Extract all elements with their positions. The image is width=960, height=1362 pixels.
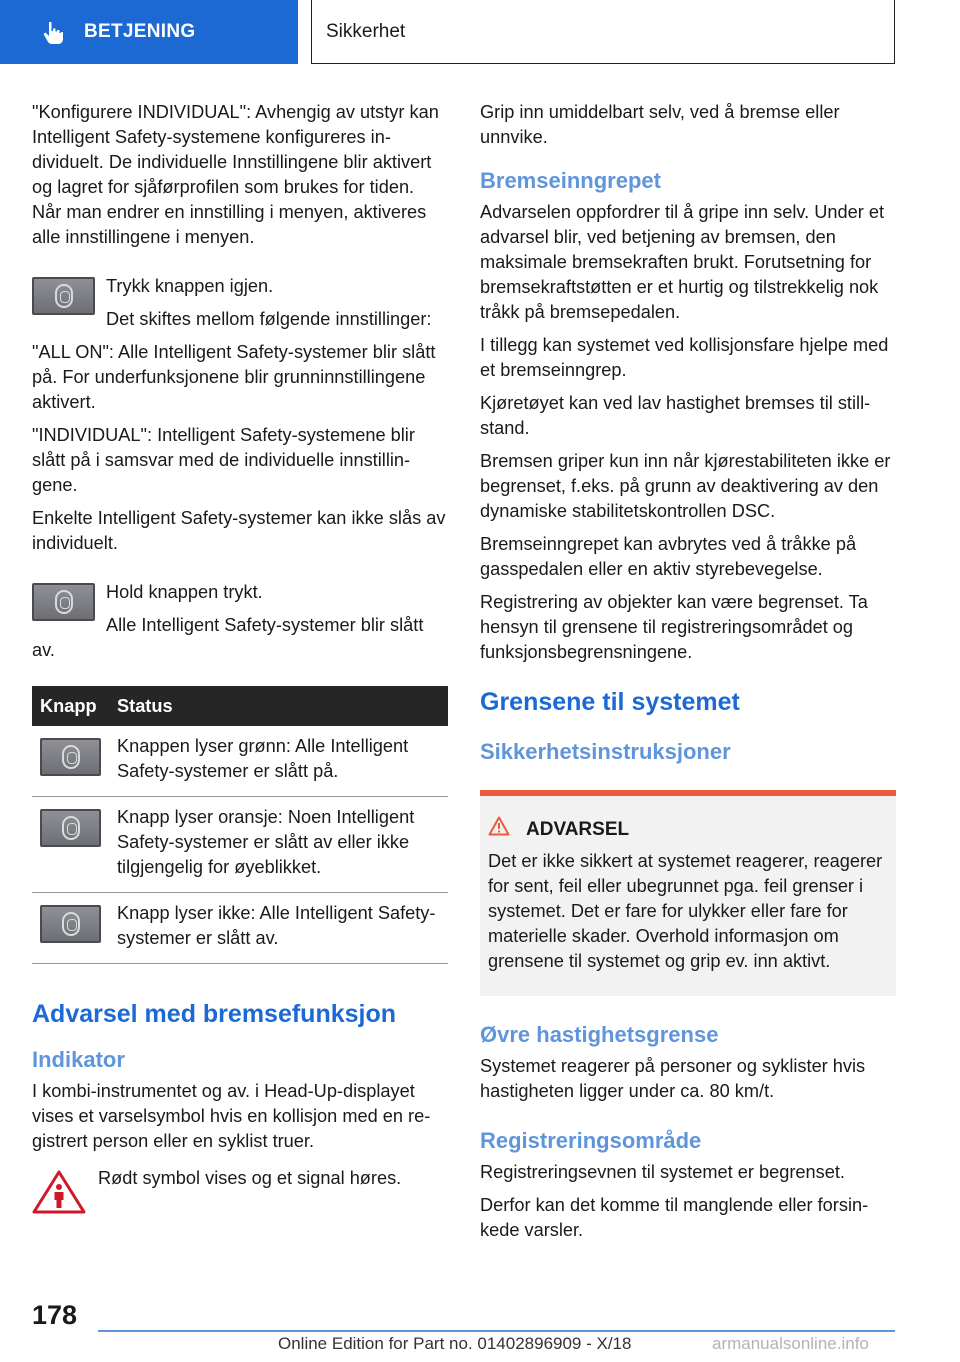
switch-settings-text: Det skiftes mellom følgende innstillinger: [106, 309, 432, 329]
intervene-text: Grip inn umiddelbart selv, ved å bremse eller unnvike. [480, 102, 840, 147]
brake-paragraph: Registrering av objekter kan være begrenset. Ta hensyn til grensene til registreringsområdet og funksjonsbegrensningene. [480, 592, 868, 662]
table-header-row [32, 686, 448, 726]
brake-paragraph: Advarselen oppfordrer til å gripe inn selv. Under et advarsel blir, ved betjening av bremsen, den maksimale bremsekraften brukt. Forutsetning for bremsekraftstøtten er et hurtig og tilstrekkelig nok tråkk på bremsepedalen. [480, 202, 885, 322]
brake-paragraph: Kjøretøyet kan ved lav hastighet bremses til stillstand. [480, 393, 871, 438]
range-paragraph: Registreringsevnen til systemet er begrenset. [480, 1162, 845, 1182]
status-cell: Knappen lyser grønn: Alle Intelligent Safety-systemer er slått på. [109, 726, 448, 797]
red-symbol-block [32, 1166, 448, 1216]
warning-title-row [488, 816, 888, 843]
left-column [32, 100, 448, 1216]
brake-paragraph: Bremsen griper kun inn når kjørestabiliteten ikke er begrenset, f.eks. på grunn av deaktivering av den dynamiske stabilitetskontrollen DSC. [480, 451, 891, 521]
chapter-label: BETJENING [84, 21, 196, 42]
brake-paragraph: Bremseinngrepet kan avbrytes ved å tråkke på gasspedalen eller en aktiv styrebevegelse. [480, 534, 857, 579]
heading-indicator: Indikator [32, 1047, 125, 1072]
range-paragraph: Derfor kan det komme til manglende eller forsinkede varsler. [480, 1195, 869, 1240]
press-again-text: Trykk knappen igjen. [106, 276, 274, 296]
all-off-text: Alle Intelligent Safety-systemer blir slått av. [32, 615, 424, 660]
intro-paragraph: "Konfigurere INDIVIDUAL": Avhengig av utstyr kan Intelligent Safety-systemene konfigureres individuelt. De individuelle Innstillingene blir aktivert og lagret for sjåførprofilen som brukes for tiden. Når man endrer en innstilling i menyen, aktiveres alle innstillingene i menyen. [32, 102, 439, 247]
heading-upper-speed-limit: Øvre hastighetsgrense [480, 1022, 719, 1047]
safety-button-orange-icon [40, 809, 101, 847]
page-header [0, 0, 960, 66]
brake-paragraph: I tillegg kan systemet ved kollisjonsfare hjelpe med et bremseinngrep. [480, 335, 889, 380]
status-cell: Knapp lyser ikke: Alle Intelligent Safety-systemer er slått av. [109, 893, 448, 964]
safety-button-icon [32, 583, 95, 621]
individual-text: "INDIVIDUAL": Intelligent Safety-systemene blir slått på i samsvar med de individuelle innstillingene. [32, 425, 415, 495]
warning-title: ADVARSEL [526, 819, 630, 840]
speed-text: Systemet reagerer på personer og syklister hvis hastigheten ligger under ca. 80 km/t. [480, 1056, 866, 1101]
all-on-text: "ALL ON": Alle Intelligent Safety-systemer blir slått på. For underfunksjonene blir grunninnstillingene aktivert. [32, 342, 436, 412]
table-row [32, 726, 448, 797]
column-header-status: Status [109, 686, 448, 726]
edition-text: Online Edition for Part no. 01402896909 - X/18 [278, 1334, 632, 1353]
right-column [480, 100, 896, 1251]
hold-button-block [32, 580, 448, 663]
warning-text: Det er ikke sikkert at systemet reagerer, reagerer for sent, feil eller ubegrunnet pga. feil grenser i systemet. Det er fare for ulykker eller fare for materielle skader. Overhold informasjon om grensene til systemet og grip ev. inn aktivt. [488, 851, 883, 971]
safety-button-icon [32, 277, 95, 315]
heading-brake-intervention: Bremseinngrepet [480, 168, 661, 193]
table-row [32, 797, 448, 893]
section-title: Sikkerhet [326, 20, 406, 42]
section-title-box [311, 0, 895, 64]
cannot-off-text: Enkelte Intelligent Safety-systemer kan ikke slås av individuelt. [32, 508, 446, 553]
hand-pointer-icon [40, 19, 66, 45]
heading-warning-brake: Advarsel med bremsefunksjon [32, 1000, 397, 1028]
hold-button-text: Hold knappen trykt. [106, 582, 263, 602]
heading-detection-range: Registreringsområde [480, 1128, 702, 1153]
footer-divider [98, 1330, 895, 1332]
table-row [32, 893, 448, 964]
pedestrian-warning-icon [32, 1170, 86, 1221]
page-footer [0, 1290, 960, 1362]
warning-triangle-icon [488, 816, 510, 843]
status-cell: Knapp lyser oransje: Noen Intelligent Safety-systemer er slått av eller ikke tilgjengelig for øyeblikket. [109, 797, 448, 893]
red-symbol-text: Rødt symbol vises og et signal høres. [98, 1168, 402, 1188]
page-number: 178 [32, 1300, 78, 1330]
warning-box [480, 790, 896, 996]
chapter-tab [0, 0, 298, 64]
safety-button-off-icon [40, 905, 101, 943]
heading-system-limits: Grensene til systemet [480, 688, 740, 716]
column-header-button: Knapp [32, 686, 109, 726]
indicator-text: I kombi-instrumentet og av. i Head-Up-displayet vises et varselsymbol hvis en kollisjon med en registrert person eller en syklist truer. [32, 1081, 431, 1151]
button-status-table [32, 686, 448, 964]
safety-button-green-icon [40, 738, 101, 776]
press-again-block [32, 274, 448, 332]
heading-safety-instructions: Sikkerhetsinstruksjoner [480, 739, 731, 764]
watermark-text: armanualsonline.info [712, 1334, 869, 1353]
